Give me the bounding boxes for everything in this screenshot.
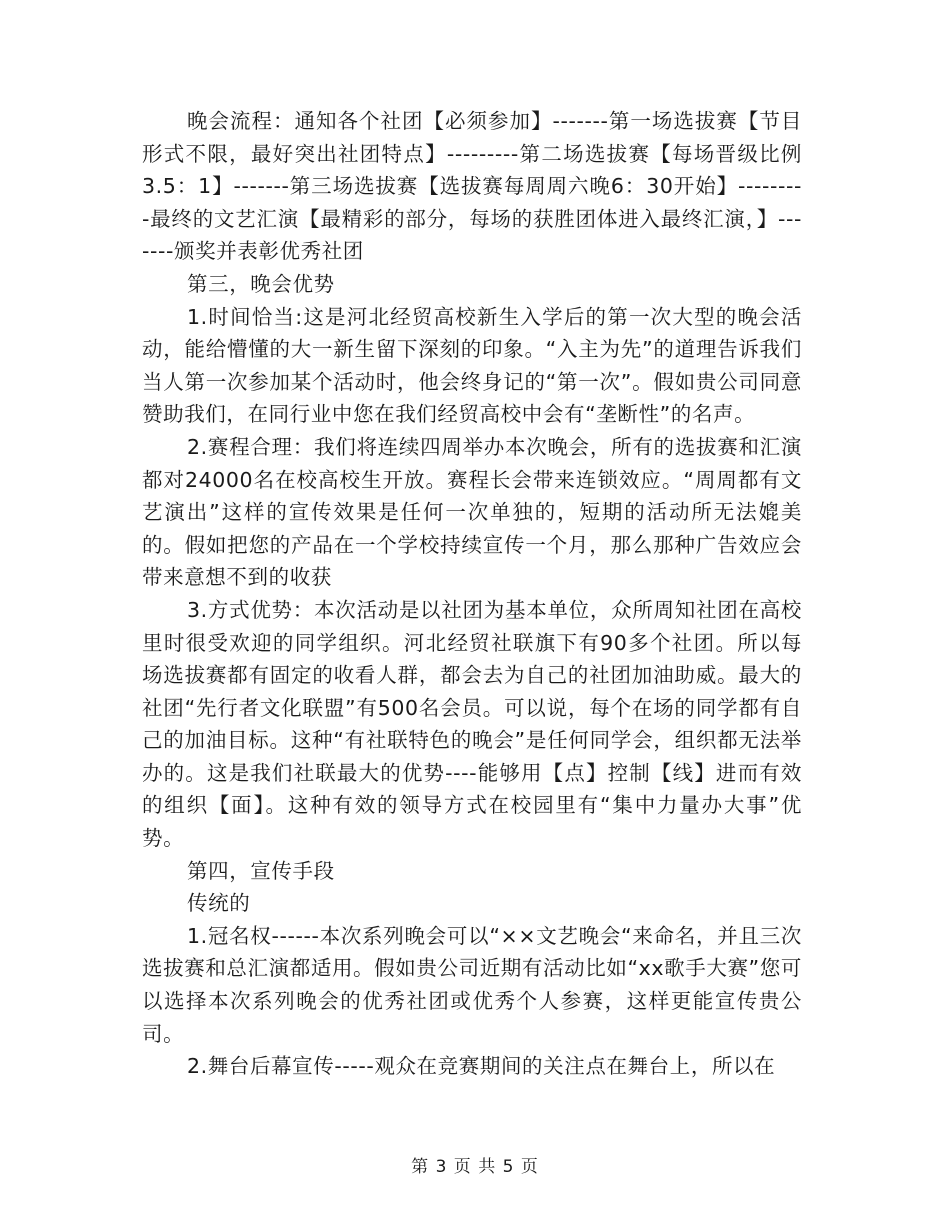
paragraph-method: 3.方式优势：本次活动是以社团为基本单位，众所周知社团在高校里时很受欢迎的同学组织。河北经贸社联旗下有90多个社团。所以每场选拔赛都有固定的收看人群，都会去为自己的社团加油助威。最大的社团“先行者文化联盟”有500名会员。可以说，每个在场的同学都有自己的加油目标。这种“有社联特色的晚会”是任何同学会，组织都无法举办的。这是我们社联最大的优势----能够用【点】控制【线】进而有效的组织【面】。这种有效的领导方式在校园里有“集中力量办大事”优势。 bbox=[142, 597, 802, 851]
paragraph-stage-backdrop: 2.舞台后幕宣传-----观众在竞赛期间的关注点在舞台上，所以在 bbox=[187, 1054, 776, 1079]
document-body bbox=[142, 105, 802, 1083]
paragraph-timing: 1.时间恰当:这是河北经贸高校新生入学后的第一次大型的晚会活动，能给懵懂的大一新生留下深刻的印象。“入主为先”的道理告诉我们当人第一次参加某个活动时，他会终身记的“第一次”。假如贵公司同意赞助我们，在同行业中您在我们经贸高校中会有“垄断性”的名声。 bbox=[142, 304, 802, 427]
subheading-traditional: 传统的 bbox=[187, 891, 251, 916]
heading-section-three: 第三，晚会优势 bbox=[187, 271, 335, 296]
page-footer: 第 3 页 共 5 页 bbox=[411, 1157, 539, 1177]
paragraph-evening-process: 晚会流程：通知各个社团【必须参加】-------第一场选拔赛【节目形式不限，最好突出社团特点】---------第二场选拔赛【每场晋级比例3.5：1】-------第三场选拔赛【选拔赛每周周六晚6：30开始】---------最终的文艺汇演【最精彩的部分，每场的获胜团体进入最终汇演，】-------颁奖并表彰优秀社团 bbox=[142, 109, 802, 264]
paragraph-naming-rights: 1.冠名权------本次系列晚会可以“××文艺晚会“来命名，并且三次选拔赛和总汇演都适用。假如贵公司近期有活动比如“xx歌手大赛”您可以选择本次系列晚会的优秀社团或优秀个人参赛，这样更能宣传贵公司。 bbox=[142, 923, 802, 1046]
heading-section-four: 第四，宣传手段 bbox=[187, 858, 335, 883]
paragraph-schedule: 2.赛程合理：我们将连续四周举办本次晚会，所有的选拔赛和汇演都对24000名在校高校生开放。赛程长会带来连锁效应。“周周都有文艺演出”这样的宣传效果是任何一次单独的，短期的活动所无法媲美的。假如把您的产品在一个学校持续宣传一个月，那么那种广告效应会带来意想不到的收获 bbox=[142, 434, 802, 590]
